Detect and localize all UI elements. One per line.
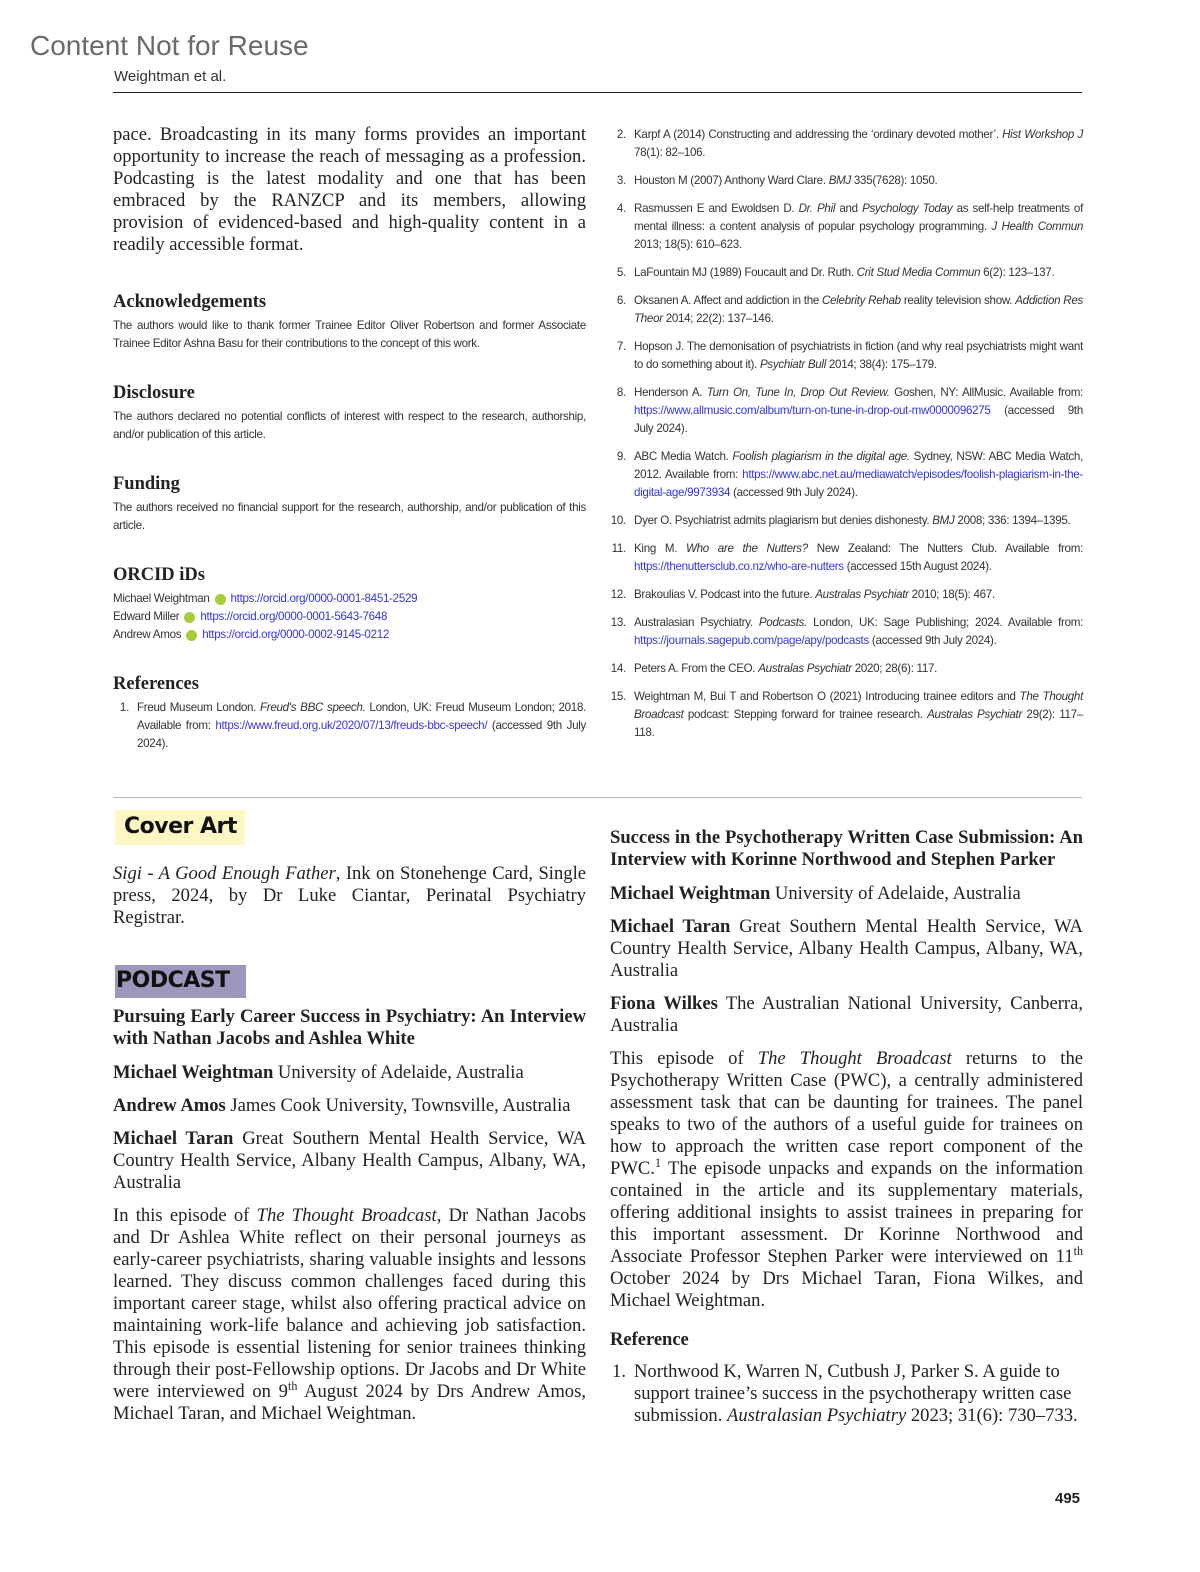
reference-text bbox=[634, 384, 1083, 438]
left-column-upper bbox=[113, 124, 586, 763]
reference-text bbox=[634, 172, 1083, 190]
italic-text: Dr. Phil bbox=[798, 202, 836, 215]
text-run: Oksanen A. Affect and addiction in the bbox=[634, 294, 823, 307]
text-run: 2014; 38(4): 175–179. bbox=[825, 358, 937, 371]
reference-number: 12. bbox=[610, 588, 626, 601]
text-run: ABC Media Watch. bbox=[634, 450, 733, 463]
reference-number: 11. bbox=[611, 542, 626, 555]
cover-art-caption bbox=[113, 863, 586, 929]
reference-item bbox=[610, 614, 1083, 650]
reference-number: 2. bbox=[616, 128, 626, 141]
text-run: Goshen, NY: AllMusic. Available from: bbox=[889, 386, 1083, 399]
reference-item bbox=[610, 172, 1083, 190]
reference-text bbox=[634, 1361, 1083, 1427]
italic-text: BMJ bbox=[828, 174, 851, 187]
text-run: Freud Museum London. bbox=[137, 701, 261, 714]
text-run: 6(2): 123–137. bbox=[980, 266, 1055, 279]
text-run: , Dr Nathan Jacobs and Dr Ashlea White reflect on their personal journeys as early-career psychiatrists, sharing valuable insights and lessons learned. They discuss common challenges faced during this important career stage, whilst also offering practical advice on maintaining work-life balance and achieving job satisfaction. This episode is essential listening for senior trainees thinking through their post-Fellowship options. Dr Jacobs and Dr White were interviewed on 9 bbox=[113, 1205, 586, 1402]
italic-text: Sigi - A Good Enough Father bbox=[113, 863, 336, 884]
author-affiliation: Great Southern Mental Health Service, WA Country Health Service, Albany Health Campus, Albany, WA, Australia bbox=[113, 1128, 586, 1193]
reference-text bbox=[137, 699, 586, 753]
page-number: 495 bbox=[1055, 1490, 1081, 1507]
reference-item bbox=[610, 512, 1083, 530]
author-affiliation: University of Adelaide, Australia bbox=[273, 1062, 524, 1083]
text-run: Hopson J. The demonisation of psychiatrists in fiction (and why real psychiatrists might want to do something about it). bbox=[634, 340, 1083, 371]
text-run: LaFountain MJ (1989) Foucault and Dr. Ruth. bbox=[634, 266, 857, 279]
italic-text: Australas Psychiatr bbox=[927, 708, 1023, 721]
author-affiliation: Great Southern Mental Health Service, WA Country Health Service, Albany Health Campus, Albany, WA, Australia bbox=[610, 916, 1083, 981]
reference-item bbox=[610, 660, 1083, 678]
funding-text: The authors received no financial support for the research, authorship, and/or publication of this article. bbox=[113, 501, 586, 532]
reference-link[interactable]: https://www.allmusic.com/album/turn-on-tune-in-drop-out-mw0000096275 bbox=[634, 404, 991, 417]
reference-item bbox=[610, 292, 1083, 328]
references-heading: References bbox=[113, 674, 199, 694]
acknowledgements-heading: Acknowledgements bbox=[113, 292, 267, 312]
episode-1-title: Pursuing Early Career Success in Psychiatry: An Interview with Nathan Jacobs and Ashlea White bbox=[113, 1006, 586, 1049]
italic-text: J Health Commun bbox=[991, 220, 1083, 233]
text-run: New Zealand: The Nutters Club. Available from: bbox=[807, 542, 1083, 555]
cover-art-tag: Cover Art bbox=[115, 810, 245, 845]
italic-text: The Thought Broadcast bbox=[757, 1048, 952, 1069]
podcast-tag: PODCAST bbox=[115, 965, 246, 998]
italic-text: Australasian Psychiatry bbox=[727, 1405, 907, 1426]
reference-number: 14. bbox=[610, 662, 626, 675]
text-run: In this episode of bbox=[113, 1205, 257, 1226]
italic-text: Psychiatr Bull bbox=[759, 358, 826, 371]
reference-item bbox=[610, 688, 1083, 742]
author-name: Michael Weightman bbox=[610, 883, 771, 904]
author-entry bbox=[610, 916, 1083, 982]
reference-item bbox=[610, 200, 1083, 254]
reference-number: 5. bbox=[616, 266, 626, 279]
text-run: Brakoulias V. Podcast into the future. bbox=[634, 588, 816, 601]
text-run: Australasian Psychiatry. bbox=[634, 616, 759, 629]
text-run: Henderson A. bbox=[634, 386, 707, 399]
author-name: Michael Taran bbox=[113, 1128, 234, 1149]
orcid-link[interactable]: https://orcid.org/0000-0002-9145-0212 bbox=[202, 628, 390, 641]
orcid-entry bbox=[113, 590, 586, 608]
italic-text: Addiction Res Theor bbox=[634, 294, 1083, 325]
episode-2-reference-list bbox=[610, 1361, 1083, 1427]
intro-paragraph bbox=[113, 124, 586, 256]
reference-text bbox=[634, 660, 1083, 678]
reference-link[interactable]: https://thenuttersclub.co.nz/who-are-nutters bbox=[634, 560, 844, 573]
orcid-link[interactable]: https://orcid.org/0000-0001-5643-7648 bbox=[200, 610, 388, 623]
text-run: 2010; 18(5): 467. bbox=[908, 588, 995, 601]
author-affiliation: University of Adelaide, Australia bbox=[770, 883, 1021, 904]
references-list-right bbox=[610, 126, 1083, 742]
text-run: as self-help treatments of mental illness: a content analysis of popular psychology programming. bbox=[634, 202, 1083, 233]
orcid-list bbox=[113, 590, 586, 644]
text-run: , Ink on Stonehenge Card, Single press, 2024, by Dr Luke Ciantar, Perinatal Psychiatry Registrar. bbox=[113, 863, 586, 928]
text-run: 78(1): 82–106. bbox=[634, 146, 706, 159]
text-run: 2008; 336: 1394–1395. bbox=[954, 514, 1071, 527]
reference-number: 1. bbox=[119, 701, 129, 714]
reference-text bbox=[634, 512, 1083, 530]
italic-text: Celebrity Rehab bbox=[822, 294, 901, 307]
orcid-icon bbox=[186, 630, 197, 641]
reference-item bbox=[113, 699, 586, 753]
reference-item bbox=[610, 126, 1083, 162]
header-rule bbox=[113, 92, 1082, 93]
reference-item bbox=[610, 1361, 1083, 1427]
episode-2-reference-heading: Reference bbox=[610, 1330, 689, 1350]
reference-link[interactable]: https://www.abc.net.au/mediawatch/episodes/foolish-plagiarism-in-the-digital-age/9973934 bbox=[634, 468, 1083, 499]
reference-text bbox=[634, 586, 1083, 604]
funding-heading: Funding bbox=[113, 474, 180, 494]
reference-number: 10. bbox=[610, 514, 626, 527]
superscript: th bbox=[1073, 1243, 1083, 1258]
orcid-author-name: Edward Miller bbox=[113, 610, 180, 623]
reference-text bbox=[634, 292, 1083, 328]
reference-number: 1. bbox=[612, 1361, 626, 1382]
text-run: 29(2): 117–118. bbox=[634, 708, 1084, 739]
reference-item bbox=[610, 586, 1083, 604]
reference-number: 8. bbox=[616, 386, 626, 399]
reference-text bbox=[634, 338, 1083, 374]
superscript: 1 bbox=[654, 1155, 661, 1170]
author-entry bbox=[610, 883, 1083, 905]
reference-item bbox=[610, 338, 1083, 374]
section-divider bbox=[113, 797, 1082, 798]
italic-text: BMJ bbox=[932, 514, 955, 527]
text-run: reality television show. bbox=[900, 294, 1016, 307]
reference-text bbox=[634, 540, 1083, 576]
text-run: Peters A. From the CEO. bbox=[634, 662, 759, 675]
text-run: This episode of bbox=[610, 1048, 758, 1069]
italic-text: Foolish plagiarism in the digital age. bbox=[732, 450, 910, 463]
reference-text bbox=[634, 688, 1083, 742]
text-run: (accessed 9th July 2024). bbox=[137, 719, 586, 750]
reference-item bbox=[610, 540, 1083, 576]
orcid-icon bbox=[184, 612, 195, 623]
podcast-episode-2 bbox=[610, 827, 1083, 1437]
author-entry bbox=[113, 1128, 586, 1194]
episode-2-body bbox=[610, 1048, 1083, 1312]
right-column-upper bbox=[610, 126, 1083, 752]
reference-text bbox=[634, 126, 1083, 162]
italic-text: Podcasts. bbox=[758, 616, 808, 629]
reference-item bbox=[610, 448, 1083, 502]
reference-number: 7. bbox=[616, 340, 626, 353]
podcast-episode-1 bbox=[113, 1006, 586, 1425]
reference-number: 3. bbox=[616, 174, 626, 187]
episode-2-authors bbox=[610, 883, 1083, 1037]
text-run: Northwood K, Warren N, Cutbush J, Parker S. A guide to support trainee’s success in the psychotherapy written case submission. bbox=[634, 1361, 1072, 1426]
running-head: Weightman et al. bbox=[114, 68, 227, 85]
text-run: 2023; 31(6): 730–733. bbox=[906, 1405, 1078, 1426]
author-name: Fiona Wilkes bbox=[610, 993, 718, 1014]
text-run: 2014; 22(2): 137–146. bbox=[662, 312, 774, 325]
text-run: London, UK: Freud Museum London; 2018. Available from: bbox=[137, 701, 587, 732]
text-run: Dyer O. Psychiatrist admits plagiarism but denies dishonesty. bbox=[634, 514, 933, 527]
text-run: pace. Broadcasting in its many forms provides an important opportunity to increase the reach of messaging as a profession. Podcasting is the latest modality and one that has been embraced by the RANZCP and its members, allowing provision of evidenced-based and high-quality content in a readily accessible format. bbox=[113, 124, 586, 255]
italic-text: Australas Psychiatr bbox=[815, 588, 909, 601]
italic-text: Hist Workshop J bbox=[1002, 128, 1083, 141]
text-run: Houston M (2007) Anthony Ward Clare. bbox=[634, 174, 829, 187]
italic-text: Psychology Today bbox=[862, 202, 953, 215]
reference-text bbox=[634, 200, 1083, 254]
reference-number: 4. bbox=[616, 202, 626, 215]
reference-number: 15. bbox=[610, 690, 626, 703]
orcid-author-name: Michael Weightman bbox=[113, 592, 210, 605]
italic-text: Australas Psychiatr bbox=[758, 662, 852, 675]
text-run: Rasmussen E and Ewoldsen D. bbox=[634, 202, 799, 215]
orcid-heading: ORCID iDs bbox=[113, 565, 205, 585]
text-run: October 2024 by Drs Michael Taran, Fiona Wilkes, and Michael Weightman. bbox=[610, 1268, 1083, 1311]
text-run: The episode unpacks and expands on the information contained in the article and its supplementary materials, offering additional insights to assist trainees in preparing for this important assessment. Dr Korinne Northwood and Associate Professor Stephen Parker were interviewed on 11 bbox=[610, 1158, 1083, 1267]
episode-1-body bbox=[113, 1205, 586, 1425]
author-name: Michael Taran bbox=[610, 916, 731, 937]
reference-text bbox=[634, 448, 1083, 502]
disclosure-text: The authors declared no potential conflicts of interest with respect to the research, authorship, and/or publication of this article. bbox=[113, 410, 586, 441]
reference-text bbox=[634, 264, 1083, 282]
text-run: and bbox=[835, 202, 863, 215]
text-run: August 2024 by Drs Andrew Amos, Michael Taran, and Michael Weightman. bbox=[113, 1381, 586, 1424]
acknowledgements-text: The authors would like to thank former Trainee Editor Oliver Robertson and former Associate Trainee Editor Ashna Basu for their contributions to the concept of this work. bbox=[113, 319, 586, 350]
text-run: podcast: Stepping forward for trainee research. bbox=[683, 708, 928, 721]
reference-number: 9. bbox=[616, 450, 626, 463]
author-name: Andrew Amos bbox=[113, 1095, 226, 1116]
reference-item bbox=[610, 264, 1083, 282]
italic-text: Freud's BBC speech. bbox=[260, 701, 366, 714]
text-run: (accessed 9th July 2024). bbox=[730, 486, 858, 499]
italic-text: The Thought Broadcast bbox=[256, 1205, 437, 1226]
reference-link[interactable]: https://www.freud.org.uk/2020/07/13/freuds-bbc-speech/ bbox=[215, 719, 488, 732]
italic-text: Turn On, Tune In, Drop Out Review. bbox=[706, 386, 890, 399]
text-run: London, UK: Sage Publishing; 2024. Available from: bbox=[807, 616, 1084, 629]
text-run: Karpf A (2014) Constructing and addressing the ‘ordinary devoted mother’. bbox=[634, 128, 1003, 141]
italic-text: The Thought Broadcast bbox=[634, 690, 1083, 721]
author-name: Michael Weightman bbox=[113, 1062, 274, 1083]
orcid-link[interactable]: https://orcid.org/0000-0001-8451-2529 bbox=[230, 592, 418, 605]
orcid-entry bbox=[113, 626, 586, 644]
reference-number: 13. bbox=[610, 616, 626, 629]
episode-1-authors bbox=[113, 1062, 586, 1194]
author-entry bbox=[610, 993, 1083, 1037]
italic-text: Crit Stud Media Commun bbox=[856, 266, 981, 279]
reference-number: 6. bbox=[616, 294, 626, 307]
italic-text: Who are the Nutters? bbox=[685, 542, 808, 555]
text-run: returns to the Psychotherapy Written Case (PWC), a centrally administered assessment task that can be daunting for trainees. The panel speaks to two of the authors of a useful guide for trainees on how to approach the written case report component of the PWC. bbox=[610, 1048, 1083, 1179]
episode-2-title: Success in the Psychotherapy Written Case Submission: An Interview with Korinne Northwood and Stephen Parker bbox=[610, 827, 1083, 870]
orcid-icon bbox=[215, 594, 226, 605]
reference-item bbox=[610, 384, 1083, 438]
orcid-entry bbox=[113, 608, 586, 626]
orcid-author-name: Andrew Amos bbox=[113, 628, 182, 641]
author-entry bbox=[113, 1095, 586, 1117]
author-affiliation: James Cook University, Townsville, Australia bbox=[225, 1095, 571, 1116]
text-run: Sydney, NSW: ABC Media Watch, 2012. Available from: bbox=[634, 450, 1083, 481]
superscript: th bbox=[287, 1378, 298, 1393]
text-run: 335(7628): 1050. bbox=[850, 174, 938, 187]
text-run: (accessed 9th July 2024). bbox=[868, 634, 997, 647]
reference-text bbox=[634, 614, 1083, 650]
text-run: (accessed 9th July 2024). bbox=[634, 404, 1083, 435]
author-entry bbox=[113, 1062, 586, 1084]
text-run: King M. bbox=[634, 542, 686, 555]
disclosure-heading: Disclosure bbox=[113, 383, 195, 403]
text-run: 2013; 18(5): 610–623. bbox=[634, 238, 742, 251]
references-list-left bbox=[113, 699, 586, 753]
reference-link[interactable]: https://journals.sagepub.com/page/apy/podcasts bbox=[634, 634, 869, 647]
author-affiliation: The Australian National University, Canberra, Australia bbox=[610, 993, 1083, 1036]
watermark: Content Not for Reuse bbox=[30, 30, 309, 61]
text-run: Weightman M, Bui T and Robertson O (2021) Introducing trainee editors and bbox=[634, 690, 1020, 703]
text-run: (accessed 15th August 2024). bbox=[843, 560, 992, 573]
text-run: 2020; 28(6): 117. bbox=[851, 662, 938, 675]
